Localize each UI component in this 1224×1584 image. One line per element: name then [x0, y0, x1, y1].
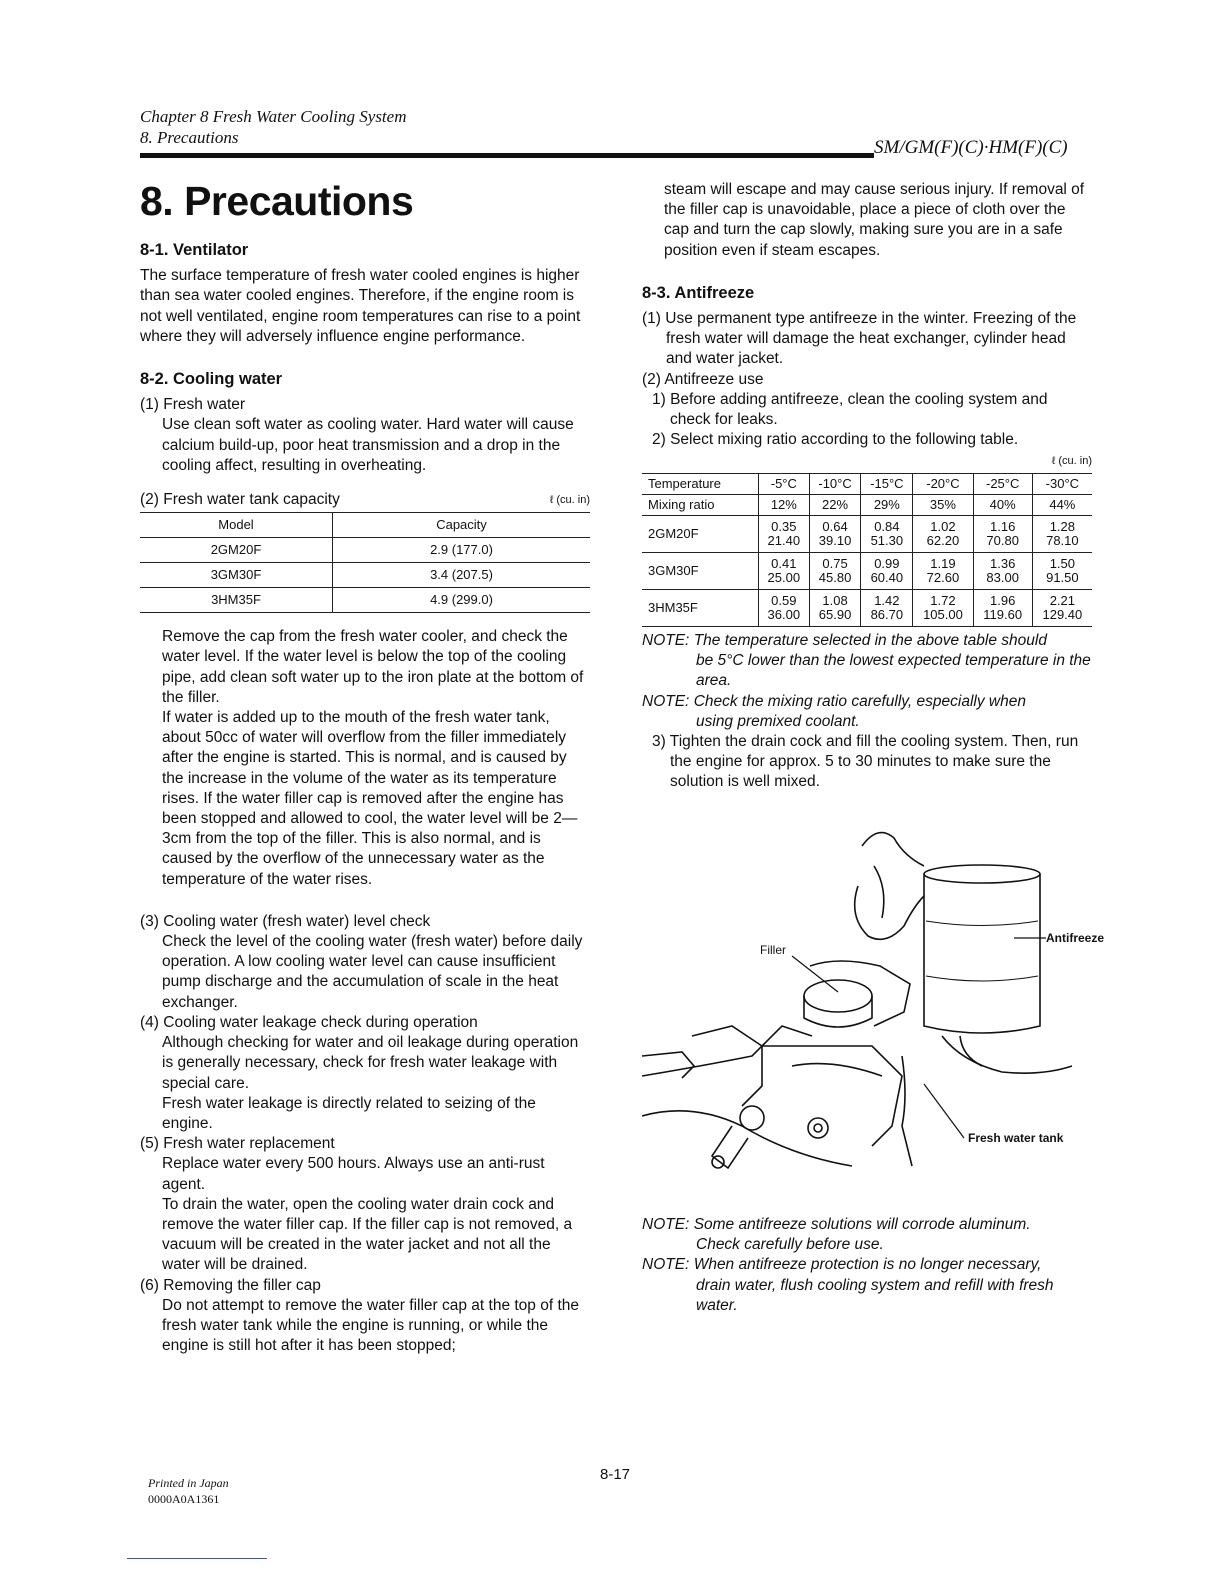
- filler-neck: [804, 980, 872, 1012]
- temp-cell: -25°C: [973, 473, 1032, 494]
- model-cell: 2GM20F: [642, 516, 759, 553]
- tank-capacity-label: (2) Fresh water tank capacity: [140, 491, 340, 509]
- temperature-row: [642, 473, 1092, 494]
- check-level-text: Remove the cap from the fresh water cooler, and check the water level. If the water level is below the top of the cooling pipe, add clean soft water up to the iron plate at the bottom of the filler.: [162, 628, 584, 706]
- hand-outline: [862, 833, 924, 866]
- ratio-cell: 29%: [861, 494, 913, 515]
- amount-cell: 0.64 39.10: [809, 516, 861, 553]
- note-aluminum: NOTE: Some antifreeze solutions will corrode aluminum.: [642, 1216, 1031, 1233]
- antifreeze-use-label: (2) Antifreeze use: [642, 370, 764, 388]
- antifreeze-unit: ℓ (cu. in): [1051, 455, 1092, 468]
- printed-in-japan: Printed in Japan: [148, 1476, 229, 1490]
- filler-cap-text: Do not attempt to remove the water filler cap at the top of the fresh water tank while the engine is running, or while the engine is still hot after it has been stopped;: [162, 1296, 580, 1355]
- filler-label: Filler: [760, 943, 786, 957]
- overflow-text: If water is added up to the mouth of the fresh water tank, about 50cc of water will overflow from the filler immediately after the engine is started. This is normal, and is caused by the increase in the volume of the water as its temperature rises. If the water filler cap is removed after the engine has been stopped and allowed to cool, the water level will be 2—3cm from the top of the filler. This is also normal, and is caused by the overflow of the unnecessary water as the temperature of the water rises.: [162, 709, 578, 888]
- fresh-water-tank-label: Fresh water tank: [968, 1131, 1064, 1145]
- document-code: 0000A0A1361: [148, 1492, 220, 1506]
- table-row: [140, 563, 590, 588]
- amount-cell: 1.19 72.60: [913, 553, 973, 590]
- right-column: [642, 180, 1092, 793]
- amount-cell: 0.41 25.00: [759, 553, 810, 590]
- replacement-text-1: Replace water every 500 hours. Always use an anti-rust agent.: [162, 1155, 545, 1193]
- temp-cell: -5°C: [759, 473, 810, 494]
- amount-cell: 1.36 83.00: [973, 553, 1032, 590]
- mixing-ratio-row: [642, 494, 1092, 515]
- filler-cap-label: (6) Removing the filler cap: [140, 1276, 321, 1294]
- amount-cell: 1.28 78.10: [1032, 516, 1092, 553]
- tank-capacity-unit: ℓ (cu. in): [549, 494, 590, 507]
- section-title: 8. Precautions: [140, 128, 239, 147]
- replacement-label: (5) Fresh water replacement: [140, 1135, 335, 1153]
- container-top: [924, 865, 1040, 883]
- note-temperature-rest: be 5°C lower than the lowest expected temperature in the area.: [696, 652, 1091, 690]
- temp-cell: -20°C: [913, 473, 973, 494]
- amount-cell: 1.96 119.60: [973, 590, 1032, 627]
- ventilator-text: The surface temperature of fresh water cooled engines is higher than sea water cooled engines. Therefore, if the engine room is not well ventilated, engine room temperatures can rise to a point where they will adversely influence engine performance.: [140, 267, 581, 345]
- left-column: [140, 176, 590, 1356]
- antifreeze-step-2: 2) Select mixing ratio according to the following table.: [652, 431, 1019, 449]
- heading-ventilator: 8-1. Ventilator: [140, 241, 249, 259]
- model-cell: 3GM30F: [140, 563, 333, 588]
- antifreeze-step-3: 3) Tighten the drain cock and fill the cooling system. Then, run the engine for approx. 5 to 30 minutes to make sure the solution is well mixed.: [652, 733, 1079, 791]
- header-cell: Capacity: [333, 513, 591, 538]
- ratio-cell: 44%: [1032, 494, 1092, 515]
- table-header-row: [140, 513, 590, 538]
- fresh-water-label: (1) Fresh water: [140, 396, 246, 414]
- amount-cell: 1.42 86.70: [861, 590, 913, 627]
- filler-cap-continued: steam will escape and may cause serious injury. If removal of the filler cap is unavoidable, place a piece of cloth over the cap and turn the cap slowly, making sure you are in a safe position even if steam escapes.: [664, 181, 1085, 259]
- note-temperature: NOTE: The temperature selected in the above table should: [642, 632, 1047, 650]
- header-cell: Model: [140, 513, 333, 538]
- ratio-cell: 12%: [759, 494, 810, 515]
- fresh-water-text: Use clean soft water as cooling water. Hard water will cause calcium build-up, poor heat transmission and a drop in the cooling affect, resulting in overheating.: [162, 416, 574, 474]
- container-body: [924, 874, 1040, 1033]
- amount-cell: 1.72 105.00: [913, 590, 973, 627]
- leakage-label: (4) Cooling water leakage check during operation: [140, 1013, 478, 1031]
- antifreeze-filling-illustration: [642, 826, 1112, 1186]
- running-header: [140, 106, 406, 148]
- model-range: SM/GM(F)(C)·HM(F)(C): [874, 137, 1068, 158]
- antifreeze-table: [642, 473, 1092, 627]
- note-mixing: NOTE: Check the mixing ratio carefully, especially when: [642, 692, 1026, 710]
- amount-cell: 1.50 91.50: [1032, 553, 1092, 590]
- note-flush-rest: drain water, flush cooling system and refill with fresh water.: [696, 1276, 1054, 1314]
- amount-cell: 0.59 36.00: [759, 590, 810, 627]
- amount-cell: 1.02 62.20: [913, 516, 973, 553]
- capacity-table: [140, 512, 590, 613]
- antifreeze-item-1: (1) Use permanent type antifreeze in the winter. Freezing of the fresh water will damage the heat exchanger, cylinder head and water jacket.: [642, 310, 1077, 368]
- amount-cell: 0.35 21.40: [759, 516, 810, 553]
- table-row: [642, 553, 1092, 590]
- chapter-title: Chapter 8 Fresh Water Cooling System: [140, 107, 407, 126]
- tank-leader: [924, 1084, 964, 1138]
- row-header: Temperature: [642, 473, 759, 494]
- temp-cell: -30°C: [1032, 473, 1092, 494]
- capacity-cell: 2.9 (177.0): [333, 538, 591, 563]
- amount-cell: 1.16 70.80: [973, 516, 1032, 553]
- ratio-cell: 22%: [809, 494, 861, 515]
- temp-cell: -10°C: [809, 473, 861, 494]
- model-cell: 3GM30F: [642, 553, 759, 590]
- bottom-notes: [642, 1215, 1092, 1316]
- capacity-cell: 3.4 (207.5): [333, 563, 591, 588]
- table-row: [140, 538, 590, 563]
- table-row: [140, 588, 590, 613]
- level-check-label: (3) Cooling water (fresh water) level check: [140, 912, 431, 930]
- tank-capacity-row: [140, 490, 590, 510]
- table-row: [642, 516, 1092, 553]
- leakage-text-1: Although checking for water and oil leakage during operation is generally necessary, check for fresh water leakage with special care.: [162, 1034, 579, 1092]
- ratio-cell: 40%: [973, 494, 1032, 515]
- table-row: [642, 590, 1092, 627]
- amount-cell: 2.21 129.40: [1032, 590, 1092, 627]
- amount-cell: 0.99 60.40: [861, 553, 913, 590]
- header-rule: [140, 153, 874, 158]
- antifreeze-label: Antifreeze: [1046, 931, 1105, 945]
- page-number: 8-17: [600, 1466, 631, 1483]
- leakage-text-2: Fresh water leakage is directly related to seizing of the engine.: [162, 1094, 536, 1132]
- drain-cock: [740, 1106, 764, 1130]
- model-cell: 3HM35F: [642, 590, 759, 627]
- note-flush: NOTE: When antifreeze protection is no longer necessary,: [642, 1256, 1042, 1274]
- heading-antifreeze: 8-3. Antifreeze: [642, 283, 755, 302]
- scan-edge-line: [127, 1558, 267, 1559]
- antifreeze-step-1: 1) Before adding antifreeze, clean the cooling system and check for leaks.: [652, 390, 1048, 429]
- temp-cell: -15°C: [861, 473, 913, 494]
- page-title: 8. Precautions: [140, 178, 414, 224]
- replacement-text-2: To drain the water, open the cooling water drain cock and remove the water filler cap. If the filler cap is not removed, a vacuum will be created in the water jacket and not all the water will be drained.: [162, 1195, 573, 1274]
- row-header: Mixing ratio: [642, 494, 759, 515]
- model-cell: 3HM35F: [140, 588, 333, 613]
- ratio-cell: 35%: [913, 494, 973, 515]
- note-aluminum-rest: Check carefully before use.: [696, 1236, 884, 1254]
- capacity-cell: 4.9 (299.0): [333, 588, 591, 613]
- heading-cooling-water: 8-2. Cooling water: [140, 370, 283, 389]
- note-mixing-rest: using premixed coolant.: [696, 712, 860, 730]
- level-check-text: Check the level of the cooling water (fresh water) before daily operation. A low cooling water level can cause insufficient pump discharge and the accumulation of scale in the heat exchanger.: [162, 933, 583, 1011]
- model-cell: 2GM20F: [140, 538, 333, 563]
- amount-cell: 0.84 51.30: [861, 516, 913, 553]
- amount-cell: 1.08 65.90: [809, 590, 861, 627]
- amount-cell: 0.75 45.80: [809, 553, 861, 590]
